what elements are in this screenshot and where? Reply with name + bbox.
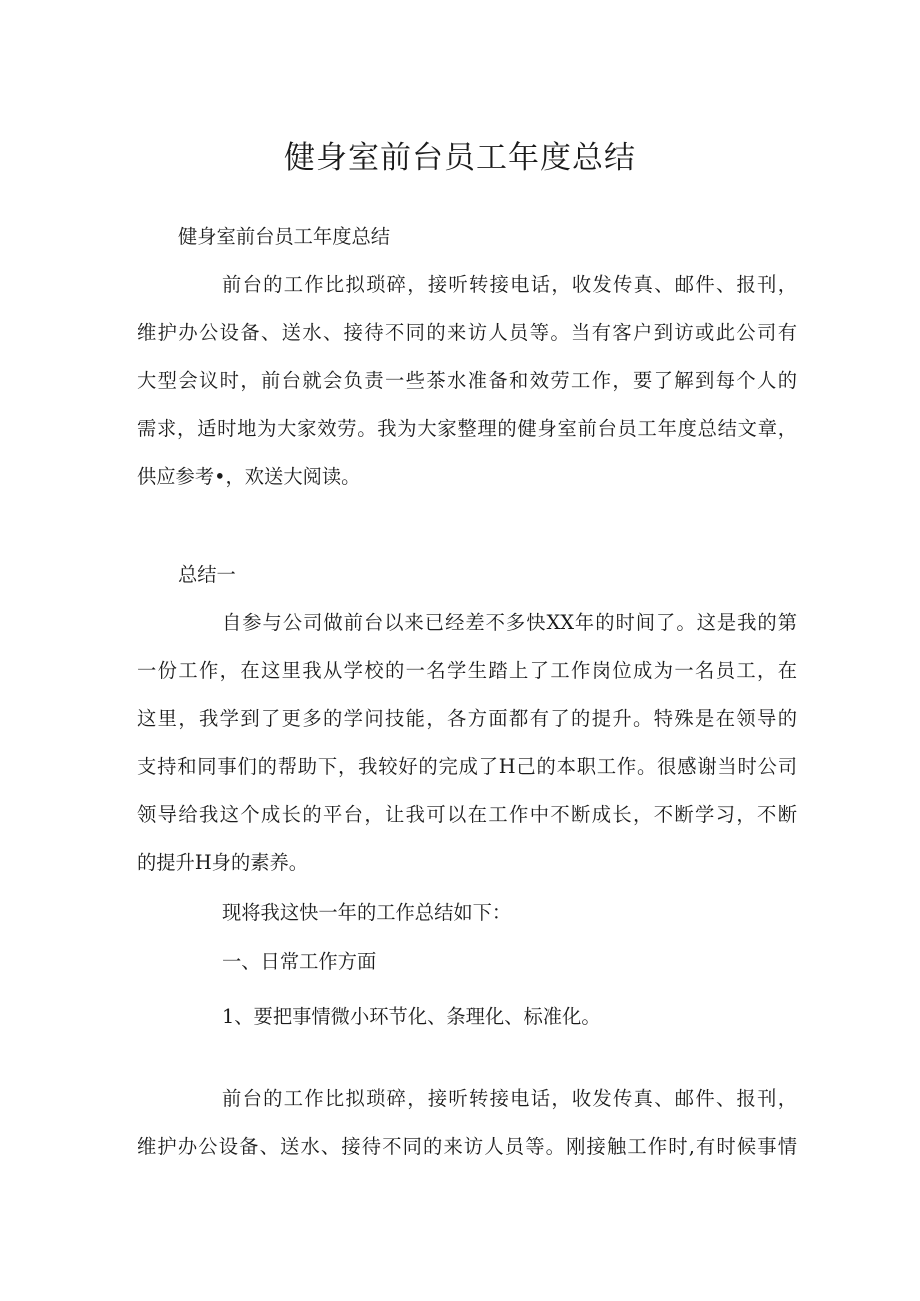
list-item-1: 1、要把事情微小环节化、条理化、标准化。	[222, 1005, 601, 1028]
intro-line-4: 需求，适时地为大家效劳。我为大家整理的健身室前台员工年度总结文章，	[137, 417, 797, 440]
intro-line-2: 维护办公设备、送水、接待不同的来访人员等。当有客户到访或此公司有	[137, 321, 797, 344]
intro-line-5: 供应参考•，欢送大阅读。	[137, 465, 361, 488]
intro-line-3: 大型会议时，前台就会负责一些茶水准备和效劳工作，要了解到每个人的	[137, 369, 797, 392]
document-title: 健身室前台员工年度总结	[284, 140, 636, 176]
intro-line-1: 前台的工作比拟琐碎，接听转接电话，收发传真、邮件、报刊，	[222, 273, 797, 296]
summary-intro: 现将我这快一年的工作总结如下：	[222, 901, 512, 924]
section1-line-6: 的提升H身的素养。	[137, 851, 309, 874]
section1-line-3: 这里，我学到了更多的学问技能，各方面都有了的提升。特殊是在领导的	[137, 707, 797, 730]
section1-line-5: 领导给我这个成长的平台，让我可以在工作中不断成长，不断学习，不断	[137, 803, 797, 826]
sub-heading-daily-work: 一、日常工作方面	[222, 950, 377, 973]
para2-line-2: 维护办公设备、送水、接待不同的来访人员等。刚接触工作时,有时候事情	[137, 1135, 797, 1158]
section1-heading: 总结一	[178, 563, 236, 586]
section1-line-1: 自参与公司做前台以来已经差不多快XX年的时间了。这是我的第	[222, 611, 797, 634]
para2-line-1: 前台的工作比拟琐碎，接听转接电话，收发传真、邮件、报刊，	[222, 1087, 797, 1110]
document-subtitle: 健身室前台员工年度总结	[178, 225, 391, 248]
section1-line-2: 一份工作，在这里我从学校的一名学生踏上了工作岗位成为一名员工，在	[137, 659, 797, 682]
section1-line-4: 支持和同事们的帮助下，我较好的完成了H己的本职工作。很感谢当时公司	[137, 755, 797, 778]
